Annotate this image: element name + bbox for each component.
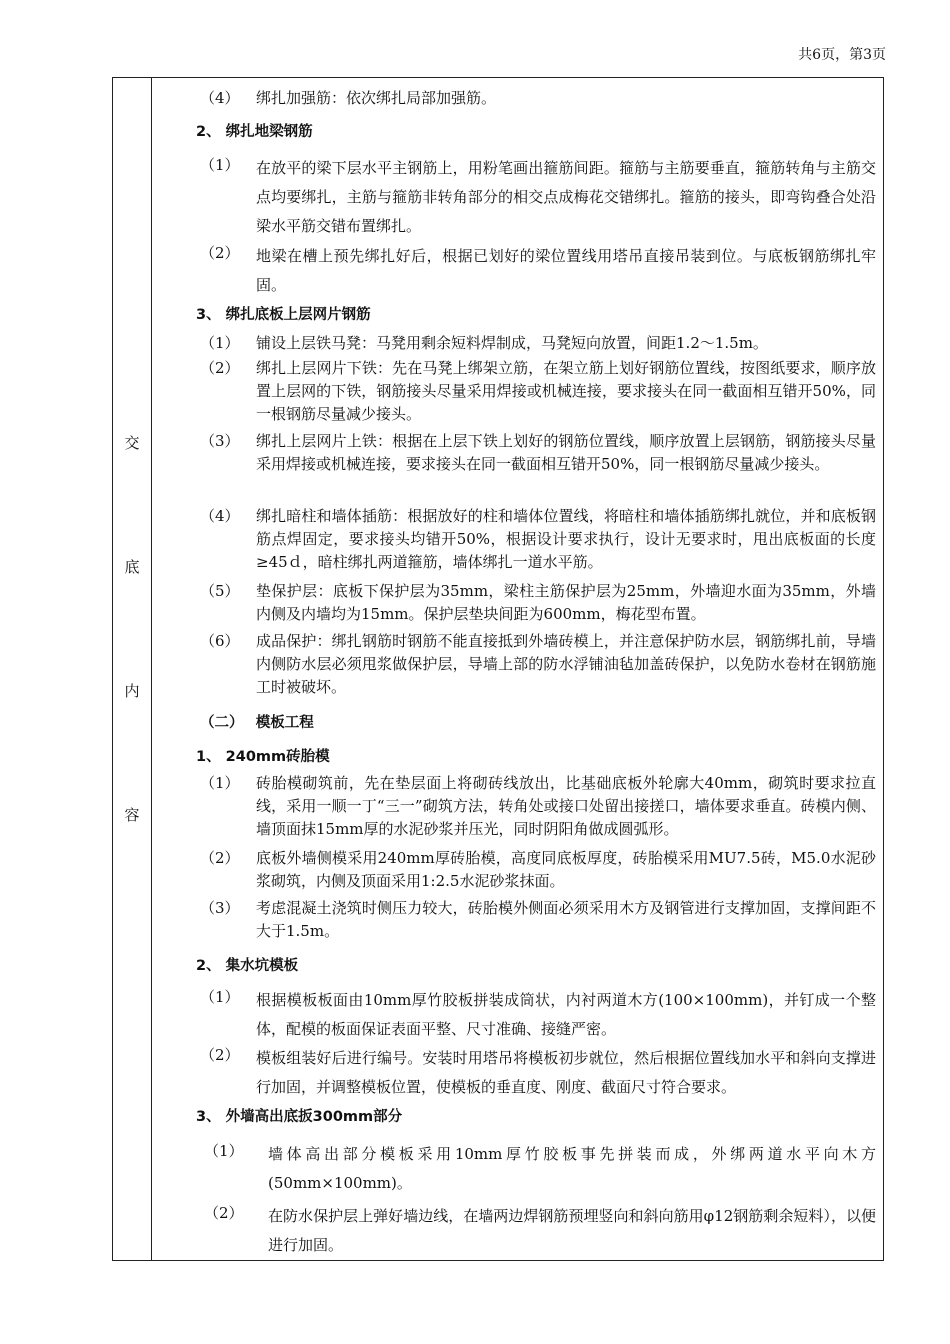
item-text: 砖胎模砌筑前，先在垫层面上将砌砖线放出，比基础底板外轮廓大40mm，砌筑时要求拉直线，采用一顺一丁“三一”砌筑方法，转角处或接口处留出接搓口，墙体要求垂直。砖模内侧、墙顶面抹15mm厚的水泥砂浆并压光，同时阴阳角做成圆弧形。 (256, 774, 876, 838)
item-number: （4） (200, 89, 240, 107)
item-text: 绑扎上层网片下铁：先在马凳上绑架立筋，在架立筋上划好钢筋位置线，按图纸要求，顺序放置上层网的下铁，钢筋接头尽量采用焊接或机械连接，要求接头在同一截面相互错开50%，同一根钢筋尽量减少接头。 (256, 359, 876, 423)
item-number: （2） (200, 359, 240, 377)
item-number: （2） (200, 1046, 240, 1064)
heading-text: （二） 模板工程 (200, 715, 314, 731)
item-text: 根据模板板面由10mm厚竹胶板拼装成筒状，内衬两道木方(100×100mm)，并钉成一个整体，配模的板面保证表面平整、尺寸准确、接缝严密。 (256, 991, 876, 1038)
heading-text: 2、 绑扎地梁钢筋 (196, 124, 313, 140)
item-number: （1） (200, 156, 240, 174)
item-text: 垫保护层：底板下保护层为35mm，梁柱主筋保护层为25mm，外墙迎水面为35mm，外墙内侧及内墙均为15mm。保护层垫块间距为600mm，梅花型布置。 (256, 582, 876, 623)
item-text: 成品保护：绑扎钢筋时钢筋不能直接抵到外墙砖模上，并注意保护防水层，钢筋绑扎前，导墙内侧防水层必须甩浆做保护层，导墙上部的防水浮铺油毡加盖砖保护，以免防水卷材在钢筋施工时被破坏。 (256, 632, 876, 696)
item-text: 地梁在槽上预先绑扎好后，根据已划好的梁位置线用塔吊直接吊装到位。与底板钢筋绑扎牢固。 (256, 247, 876, 294)
item-number: （4） (200, 507, 240, 525)
heading-text: 3、 绑扎底板上层网片钢筋 (196, 307, 371, 323)
item-text: 绑扎暗柱和墙体插筋：根据放好的柱和墙体位置线，将暗柱和墙体插筋绑扎就位，并和底板钢筋点焊固定，要求接头均错开50%，根据设计要求执行，设计无要求时，甩出底板面的长度≥45ｄ，暗柱绑扎两道箍筋，墙体绑扎一道水平筋。 (256, 507, 876, 571)
item-number: （2） (200, 849, 240, 867)
heading-text: 2、 集水坑模板 (196, 958, 299, 974)
side-label-char: 交 (124, 434, 140, 452)
side-label-char: 底 (124, 558, 140, 576)
item-number: （6） (200, 632, 240, 650)
item-text: 铺设上层铁马凳：马凳用剩余短料焊制成，马凳短向放置，间距1.2～1.5m。 (256, 334, 768, 352)
side-label-char: 容 (124, 806, 140, 824)
item-number: （1） (200, 988, 240, 1006)
item-number: （2） (200, 244, 240, 262)
item-number: （1） (200, 774, 240, 792)
column-divider (151, 77, 152, 1261)
item-text: 绑扎加强筋：依次绑扎局部加强筋。 (256, 89, 497, 107)
item-number: （2） (204, 1204, 244, 1222)
item-number: （1） (200, 334, 240, 352)
item-text: 在放平的梁下层水平主钢筋上，用粉笔画出箍筋间距。箍筋与主筋要垂直，箍筋转角与主筋交点均要绑扎，主筋与箍筋非转角部分的相交点成梅花交错绑扎。箍筋的接头，即弯钩叠合处沿梁水平筋交错布置绑扎。 (256, 159, 876, 235)
item-text: 在防水保护层上弹好墙边线，在墙两边焊钢筋预埋竖向和斜向筋用φ12钢筋剩余短料），以便进行加固。 (268, 1207, 876, 1254)
item-text: 墙体高出部分模板采用10mm厚竹胶板事先拼装而成，外绑两道水平向木方(50mm×100mm)。 (268, 1145, 876, 1192)
item-text: 考虑混凝土浇筑时侧压力较大，砖胎模外侧面必须采用木方及钢管进行支撑加固，支撑间距不大于1.5m。 (256, 899, 876, 940)
heading-text: 1、 240mm砖胎模 (196, 749, 330, 765)
side-label-char: 内 (124, 682, 140, 700)
heading-text: 3、 外墙高出底扳300mm部分 (196, 1109, 403, 1125)
item-number: （3） (200, 432, 240, 450)
item-text: 底板外墙侧模采用240mm厚砖胎模，高度同底板厚度，砖胎模采用MU7.5砖，M5.0水泥砂浆砌筑，内侧及顶面采用1:2.5水泥砂浆抹面。 (256, 849, 876, 890)
item-text: 模板组装好后进行编号。安装时用塔吊将模板初步就位，然后根据位置线加水平和斜向支撑进行加固，并调整模板位置，使模板的垂直度、刚度、截面尺寸符合要求。 (256, 1049, 876, 1096)
item-number: （5） (200, 582, 240, 600)
page-indicator: 共6页，第3页 (798, 47, 886, 63)
item-number: （3） (200, 899, 240, 917)
item-text: 绑扎上层网片上铁：根据在上层下铁上划好的钢筋位置线，顺序放置上层钢筋，钢筋接头尽量采用焊接或机械连接，要求接头在同一截面相互错开50%，同一根钢筋尽量减少接头。 (256, 432, 876, 473)
item-number: （1） (204, 1142, 244, 1160)
